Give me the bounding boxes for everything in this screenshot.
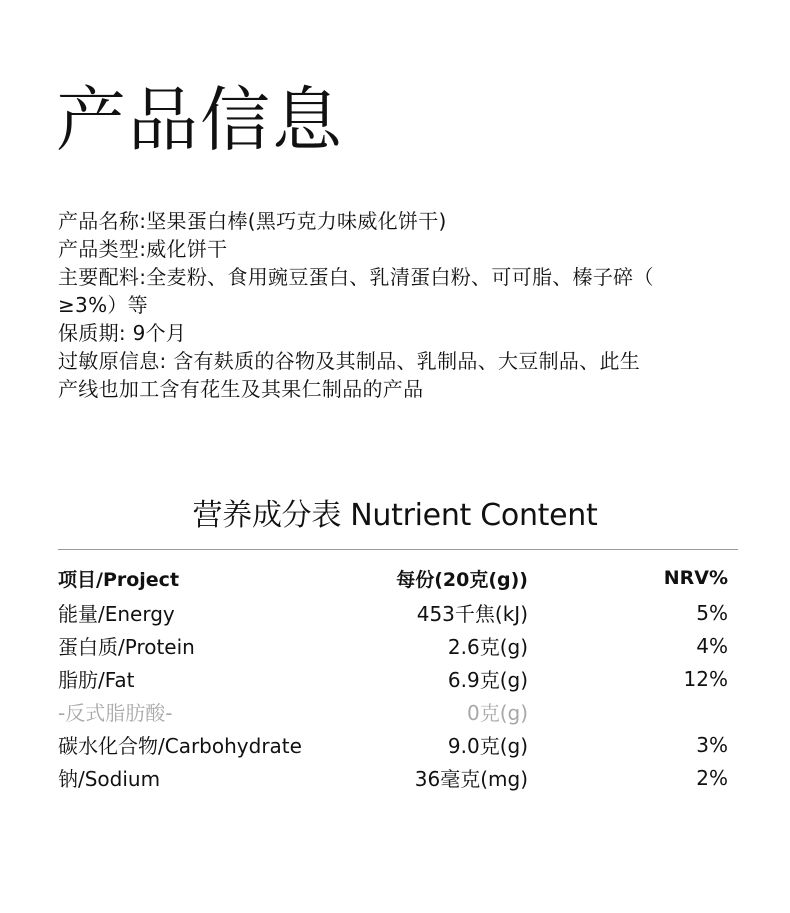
table-row bbox=[58, 695, 728, 728]
table-row bbox=[58, 662, 728, 695]
table-header-row bbox=[58, 560, 728, 596]
page-title: 产品信息 bbox=[56, 79, 344, 161]
row-value: 0克(g) bbox=[466, 701, 528, 725]
row-name: 能量/Energy bbox=[58, 602, 175, 626]
info-line-type: 产品类型:威化饼干 bbox=[58, 237, 228, 261]
row-name: 蛋白质/Protein bbox=[58, 635, 195, 659]
row-nrv: 3% bbox=[696, 732, 728, 757]
row-value: 6.9克(g) bbox=[447, 668, 528, 692]
divider bbox=[58, 549, 738, 550]
row-nrv: 2% bbox=[696, 765, 728, 790]
row-value: 453千焦(kJ) bbox=[416, 602, 528, 626]
header-nrv: NRV% bbox=[663, 567, 728, 589]
product-info bbox=[58, 207, 718, 403]
nutrition-section-title: 营养成分表 Nutrient Content bbox=[192, 498, 598, 533]
info-line-ingredients: 主要配料:全麦粉、食用豌豆蛋白、乳清蛋白粉、可可脂、榛子碎（ bbox=[58, 265, 654, 289]
row-nrv: 4% bbox=[696, 633, 728, 658]
row-name: 碳水化合物/Carbohydrate bbox=[58, 734, 302, 758]
header-per-serving: 每份(20克(g)) bbox=[396, 568, 528, 591]
row-value: 2.6克(g) bbox=[447, 635, 528, 659]
row-value: 9.0克(g) bbox=[447, 734, 528, 758]
row-name: -反式脂肪酸- bbox=[58, 701, 173, 725]
info-line-allergen: 过敏原信息: 含有麸质的谷物及其制品、乳制品、大豆制品、此生 bbox=[58, 349, 641, 373]
row-name: 钠/Sodium bbox=[58, 767, 161, 791]
info-line-shelf-life: 保质期: 9个月 bbox=[58, 321, 187, 345]
row-nrv: 5% bbox=[696, 600, 728, 625]
table-row bbox=[58, 761, 728, 794]
info-line-ingredients-cont: ≥3%）等 bbox=[58, 293, 148, 317]
nutrition-table bbox=[58, 560, 728, 794]
header-project: 项目/Project bbox=[58, 568, 180, 591]
info-line-name: 产品名称:坚果蛋白棒(黑巧克力味威化饼干) bbox=[58, 209, 447, 233]
row-nrv bbox=[528, 695, 728, 728]
table-row bbox=[58, 728, 728, 761]
row-value: 36毫克(mg) bbox=[414, 767, 528, 791]
info-line-allergen-cont: 产线也加工含有花生及其果仁制品的产品 bbox=[58, 377, 424, 401]
row-nrv: 12% bbox=[683, 666, 728, 691]
table-row bbox=[58, 596, 728, 629]
row-name: 脂肪/Fat bbox=[58, 668, 135, 692]
table-row bbox=[58, 629, 728, 662]
